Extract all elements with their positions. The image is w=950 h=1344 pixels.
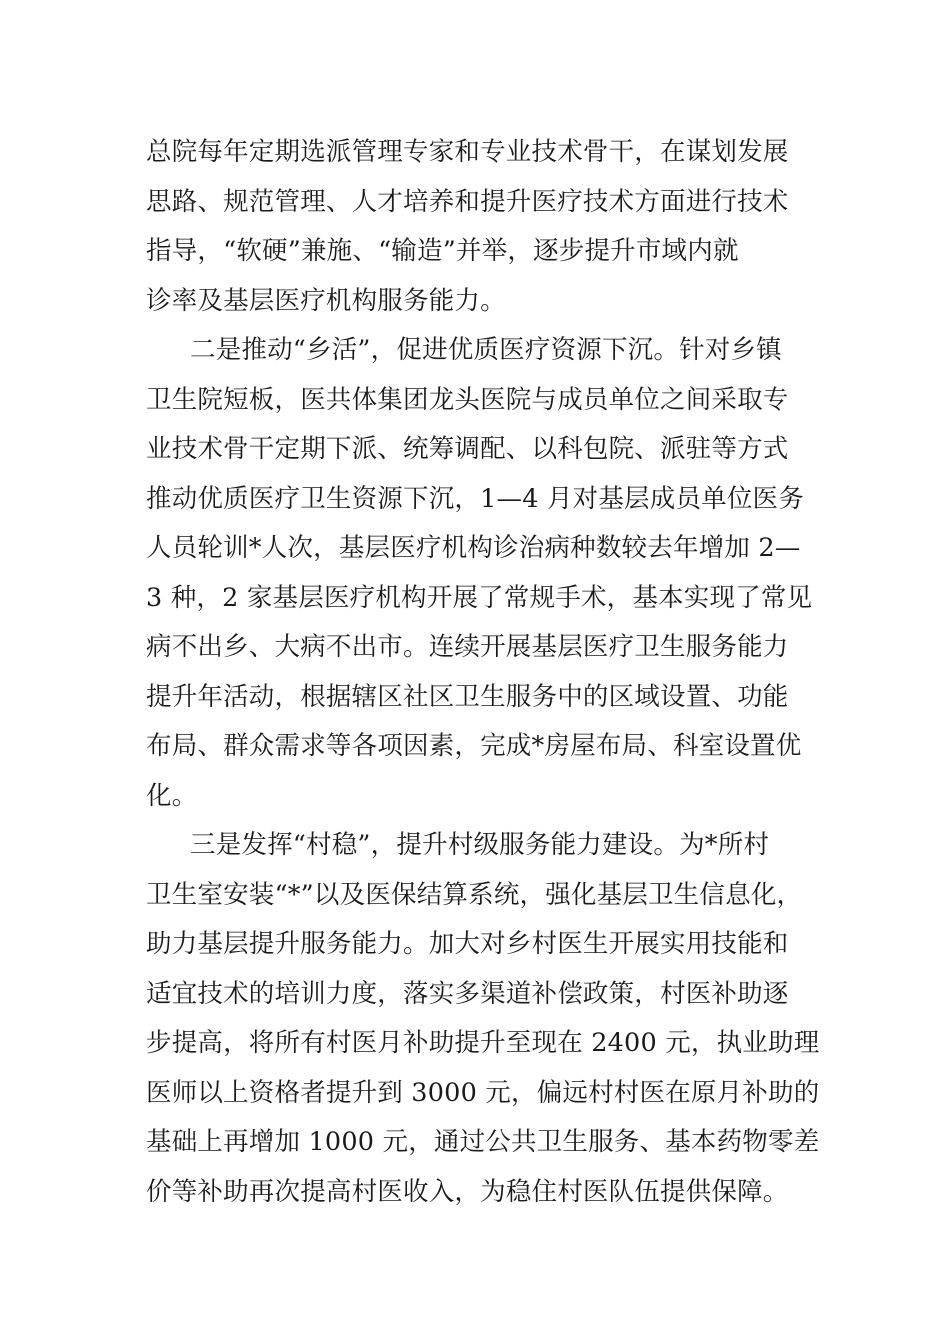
text-line: 提升年活动，根据辖区社区卫生服务中的区域设置、功能	[146, 681, 789, 712]
text-line: 总院每年定期选派管理专家和专业技术骨干，在谋划发展	[146, 137, 789, 167]
paragraph-2	[146, 326, 816, 821]
text-line: 人员轮训*人次，基层医疗机构诊治病种数较去年增加 2—	[146, 533, 801, 563]
text-line: 基础上再增加 1000 元，通过公共卫生服务、基本药物零差	[146, 1127, 820, 1157]
paragraph-3	[146, 821, 820, 1217]
paragraph-1	[146, 128, 816, 326]
text-line: 医师以上资格者提升到 3000 元，偏远村村医在原月补助的	[146, 1077, 820, 1108]
text-line: 布局、群众需求等各项因素，完成*房屋布局、科室设置优	[146, 731, 802, 761]
text-line: 3 种，2 家基层医疗机构开展了常规手术，基本实现了常见	[146, 582, 813, 613]
document-body	[146, 128, 820, 1217]
text-line: 诊率及基层医疗机构服务能力。	[146, 285, 506, 316]
text-line: 步提高，将所有村医月补助提升至现在 2400 元，执业助理	[146, 1028, 820, 1058]
text-line: 推动优质医疗卫生资源下沉，1—4 月对基层成员单位医务	[146, 483, 804, 514]
text-line: 三是发挥“村稳”，提升村级服务能力建设。为*所村	[190, 830, 770, 860]
text-line: 卫生院短板，医共体集团龙头医院与成员单位之间采取专	[146, 384, 789, 415]
text-line: 适宜技术的培训力度，落实多渠道补偿政策，村医补助逐	[146, 978, 789, 1009]
text-line: 化。	[146, 780, 198, 811]
text-line: 卫生室安装“*”以及医保结算系统，强化基层卫生信息化，	[146, 879, 803, 910]
text-line: 业技术骨干定期下派、统筹调配、以科包院、派驻等方式	[146, 434, 789, 464]
text-line: 二是推动“乡活”，促进优质医疗资源下沉。针对乡镇	[190, 335, 782, 365]
text-line: 病不出乡、大病不出市。连续开展基层医疗卫生服务能力	[146, 632, 789, 662]
text-line: 价等补助再次提高村医收入，为稳住村医队伍提供保障。	[146, 1176, 789, 1207]
text-line: 指导，“软硬”兼施、“输造”并举，逐步提升市域内就	[146, 236, 739, 266]
text-line: 思路、规范管理、人才培养和提升医疗技术方面进行技术	[146, 186, 789, 217]
text-line: 助力基层提升服务能力。加大对乡村医生开展实用技能和	[146, 929, 789, 959]
